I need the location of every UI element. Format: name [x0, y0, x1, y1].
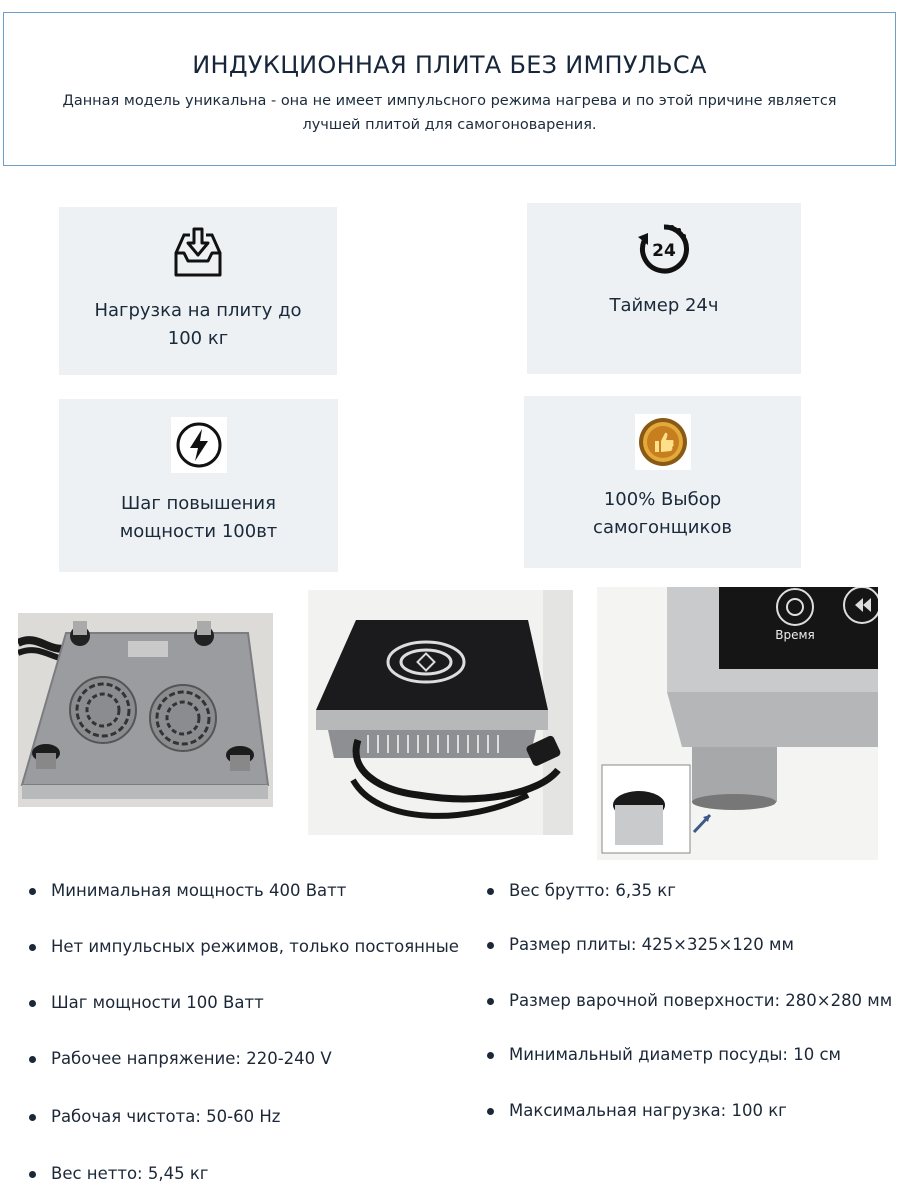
control-label-time: Время [775, 628, 815, 642]
bullet-dot [29, 888, 36, 895]
feature-label-choice: 100% Выбор самогонщиков [593, 489, 732, 538]
feature-card-power-step [59, 399, 338, 572]
feature-label-load: Нагрузка на плиту до 100 кг [94, 300, 302, 349]
spec-item: Вес нетто: 5,45 кг [51, 1164, 208, 1183]
feature-card-load [59, 207, 337, 375]
timer-24-icon [636, 221, 692, 277]
feature-label-timer: Таймер 24ч [609, 295, 719, 316]
thumbs-up-icon [635, 414, 691, 470]
spec-item: Размер варочной поверхности: 280×280 мм [509, 991, 892, 1010]
spec-item: Шаг мощности 100 Ватт [51, 993, 264, 1012]
spec-item: Рабочее напряжение: 220-240 V [51, 1049, 332, 1068]
spec-item: Максимальная нагрузка: 100 кг [509, 1101, 787, 1120]
bullet-dot [29, 1114, 36, 1121]
bullet-dot [29, 1000, 36, 1007]
spec-item: Минимальный диаметр посуды: 10 см [509, 1045, 841, 1064]
feature-card-timer [527, 203, 801, 374]
photo-control-panel [597, 587, 878, 860]
bullet-dot [29, 944, 36, 951]
bullet-dot [487, 998, 494, 1005]
hero-banner [3, 12, 896, 166]
bullet-dot [487, 1052, 494, 1059]
spec-item: Нет импульсных режимов, только постоянные [51, 937, 459, 956]
feature-card-choice [524, 396, 801, 568]
bullet-dot [29, 1056, 36, 1063]
weight-load-icon [170, 225, 226, 281]
photo-cooker-with-cord [308, 590, 573, 835]
svg-text:24: 24 [652, 241, 676, 261]
page-title: ИНДУКЦИОННАЯ ПЛИТА БЕЗ ИМПУЛЬСА [192, 51, 707, 79]
bullet-dot [487, 942, 494, 949]
spec-item: Вес брутто: 6,35 кг [509, 881, 676, 900]
spec-item: Размер плиты: 425×325×120 мм [509, 935, 794, 954]
bullet-dot [487, 888, 494, 895]
spec-item: Рабочая чистота: 50-60 Hz [51, 1107, 280, 1126]
bullet-dot [487, 1108, 494, 1115]
page-description: Данная модель уникальна - она не имеет импульсного режима нагрева и по этой причине является лучшей плитой для самогоноварения. [62, 93, 837, 133]
spec-item: Минимальная мощность 400 Ватт [51, 881, 346, 900]
bullet-dot [29, 1171, 36, 1178]
feature-label-power-step: Шаг повышения мощности 100вт [119, 493, 278, 542]
photo-cooker-bottom [18, 613, 273, 807]
lightning-icon [171, 417, 227, 473]
